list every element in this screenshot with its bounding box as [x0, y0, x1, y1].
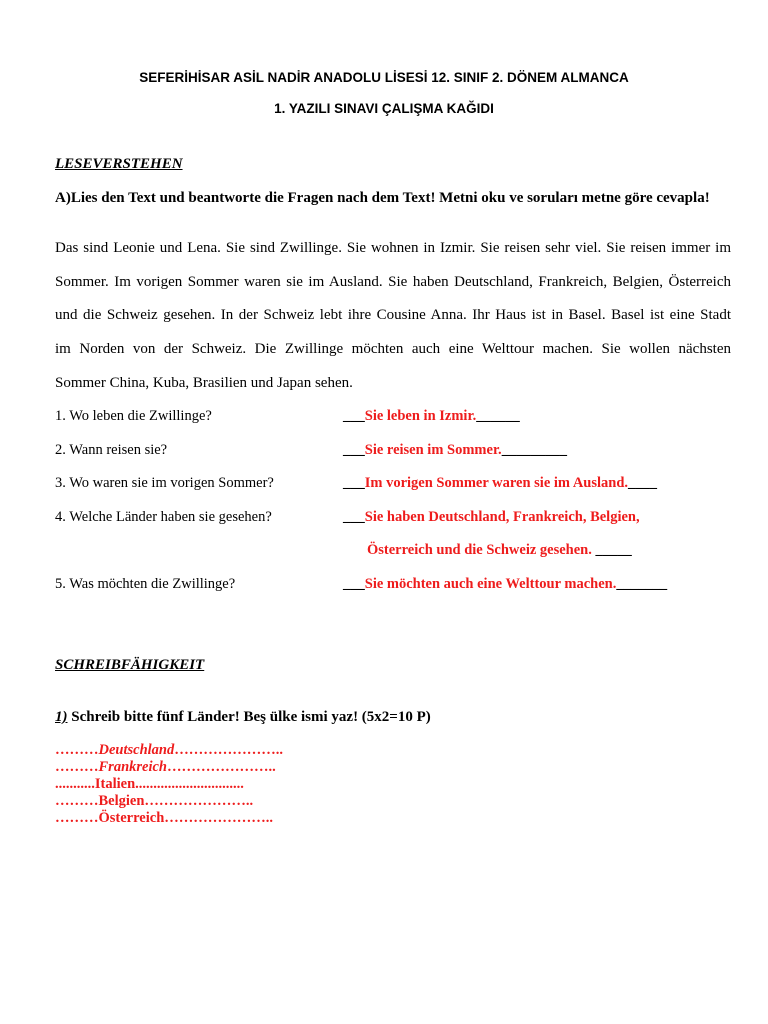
answer-2-text: Sie reisen im Sommer.	[364, 442, 502, 458]
question-1: 1. Wo leben die Zwillinge?	[55, 408, 212, 424]
country-5-trailer: …………………..	[164, 810, 274, 826]
country-answer-4	[55, 793, 253, 810]
country-answer-2	[55, 759, 276, 776]
reading-text-line-2: Sommer. Im vorigen Sommer waren sie im Ausland. Sie haben Deutschland, Frankreich, Belgien, Österreich	[55, 274, 731, 290]
question-5: 5. Was möchten die Zwillinge?	[55, 576, 236, 592]
country-answer-5	[55, 810, 273, 827]
country-4-name: Belgien	[98, 793, 145, 809]
country-2-trailer: …………………..	[167, 759, 276, 775]
worksheet-title: SEFERİHİSAR ASİL NADİR ANADOLU LİSESİ 12. SINIF 2. DÖNEM ALMANCA	[139, 70, 629, 85]
answer-4-text-cont: Österreich und die Schweiz gesehen.	[367, 542, 592, 558]
question-2: 2. Wann reisen sie?	[55, 442, 168, 458]
answer-1	[343, 408, 520, 425]
answer-5	[343, 576, 667, 593]
answer-4-continuation	[367, 542, 632, 559]
answer-2-prefix: ___	[343, 442, 365, 458]
country-answer-3	[55, 776, 244, 793]
answer-3-prefix: ___	[343, 475, 365, 491]
writing-task	[55, 709, 431, 726]
answer-2	[343, 442, 567, 459]
answer-1-text: Sie leben in Izmir.	[364, 408, 477, 424]
question-4: 4. Welche Länder haben sie gesehen?	[55, 509, 272, 525]
answer-4-prefix: ___	[343, 509, 365, 525]
writing-section-heading: SCHREIBFÄHIGKEIT	[55, 657, 205, 673]
answer-5-text: Sie möchten auch eine Welttour machen.	[364, 576, 617, 592]
reading-text-line-5: Sommer China, Kuba, Brasilien und Japan sehen.	[55, 375, 353, 391]
country-3-leader: ...........	[55, 776, 95, 792]
reading-text-line-4: im Norden von der Schweiz. Die Zwillinge möchten auch eine Welttour machen. Sie wollen nächsten	[55, 341, 731, 357]
answer-1-prefix: ___	[343, 408, 365, 424]
country-5-name: Österreich	[98, 810, 165, 826]
answer-5-suffix: _______	[616, 576, 668, 592]
country-2-leader: ………	[55, 759, 99, 775]
writing-task-number: 1)	[55, 709, 68, 725]
country-1-name: Deutschland	[98, 742, 175, 758]
answer-4-text: Sie haben Deutschland, Frankreich, Belgien,	[364, 509, 640, 525]
answer-3-suffix: ____	[628, 475, 658, 491]
reading-section-heading: LESEVERSTEHEN	[55, 156, 183, 172]
country-4-trailer: …………………..	[144, 793, 254, 809]
country-answer-1	[55, 742, 283, 759]
answer-3	[343, 475, 657, 492]
writing-task-text: Schreib bitte fünf Länder! Beş ülke ismi yaz! (5x2=10 P)	[67, 709, 431, 725]
answer-5-prefix: ___	[343, 576, 365, 592]
question-3: 3. Wo waren sie im vorigen Sommer?	[55, 475, 274, 491]
worksheet-subtitle: 1. YAZILI SINAVI ÇALIŞMA KAĞIDI	[274, 101, 494, 116]
country-1-leader: ………	[55, 742, 99, 758]
country-2-name: Frankreich	[98, 759, 167, 775]
country-4-leader: ………	[55, 793, 99, 809]
answer-4	[343, 509, 640, 526]
reading-text-line-1: Das sind Leonie und Lena. Sie sind Zwillinge. Sie wohnen in Izmir. Sie reisen sehr viel. Sie reisen immer im	[55, 240, 731, 256]
answer-2-suffix: _________	[501, 442, 567, 458]
answer-4-suffix: _____	[591, 542, 632, 558]
country-1-trailer: …………………..	[174, 742, 283, 758]
answer-3-text: Im vorigen Sommer waren sie im Ausland.	[364, 475, 629, 491]
country-5-leader: ………	[55, 810, 99, 826]
reading-instruction: A)Lies den Text und beantworte die Fragen nach dem Text! Metni oku ve soruları metne göre cevapla!	[55, 190, 710, 206]
reading-text-line-3: und die Schweiz gesehen. In der Schweiz lebt ihre Cousine Anna. Ihr Haus ist in Basel. Basel ist eine Stadt	[55, 307, 731, 323]
answer-1-suffix: ______	[476, 408, 520, 424]
country-3-trailer: ..............................	[135, 776, 244, 792]
country-3-name: Italien	[94, 776, 136, 792]
